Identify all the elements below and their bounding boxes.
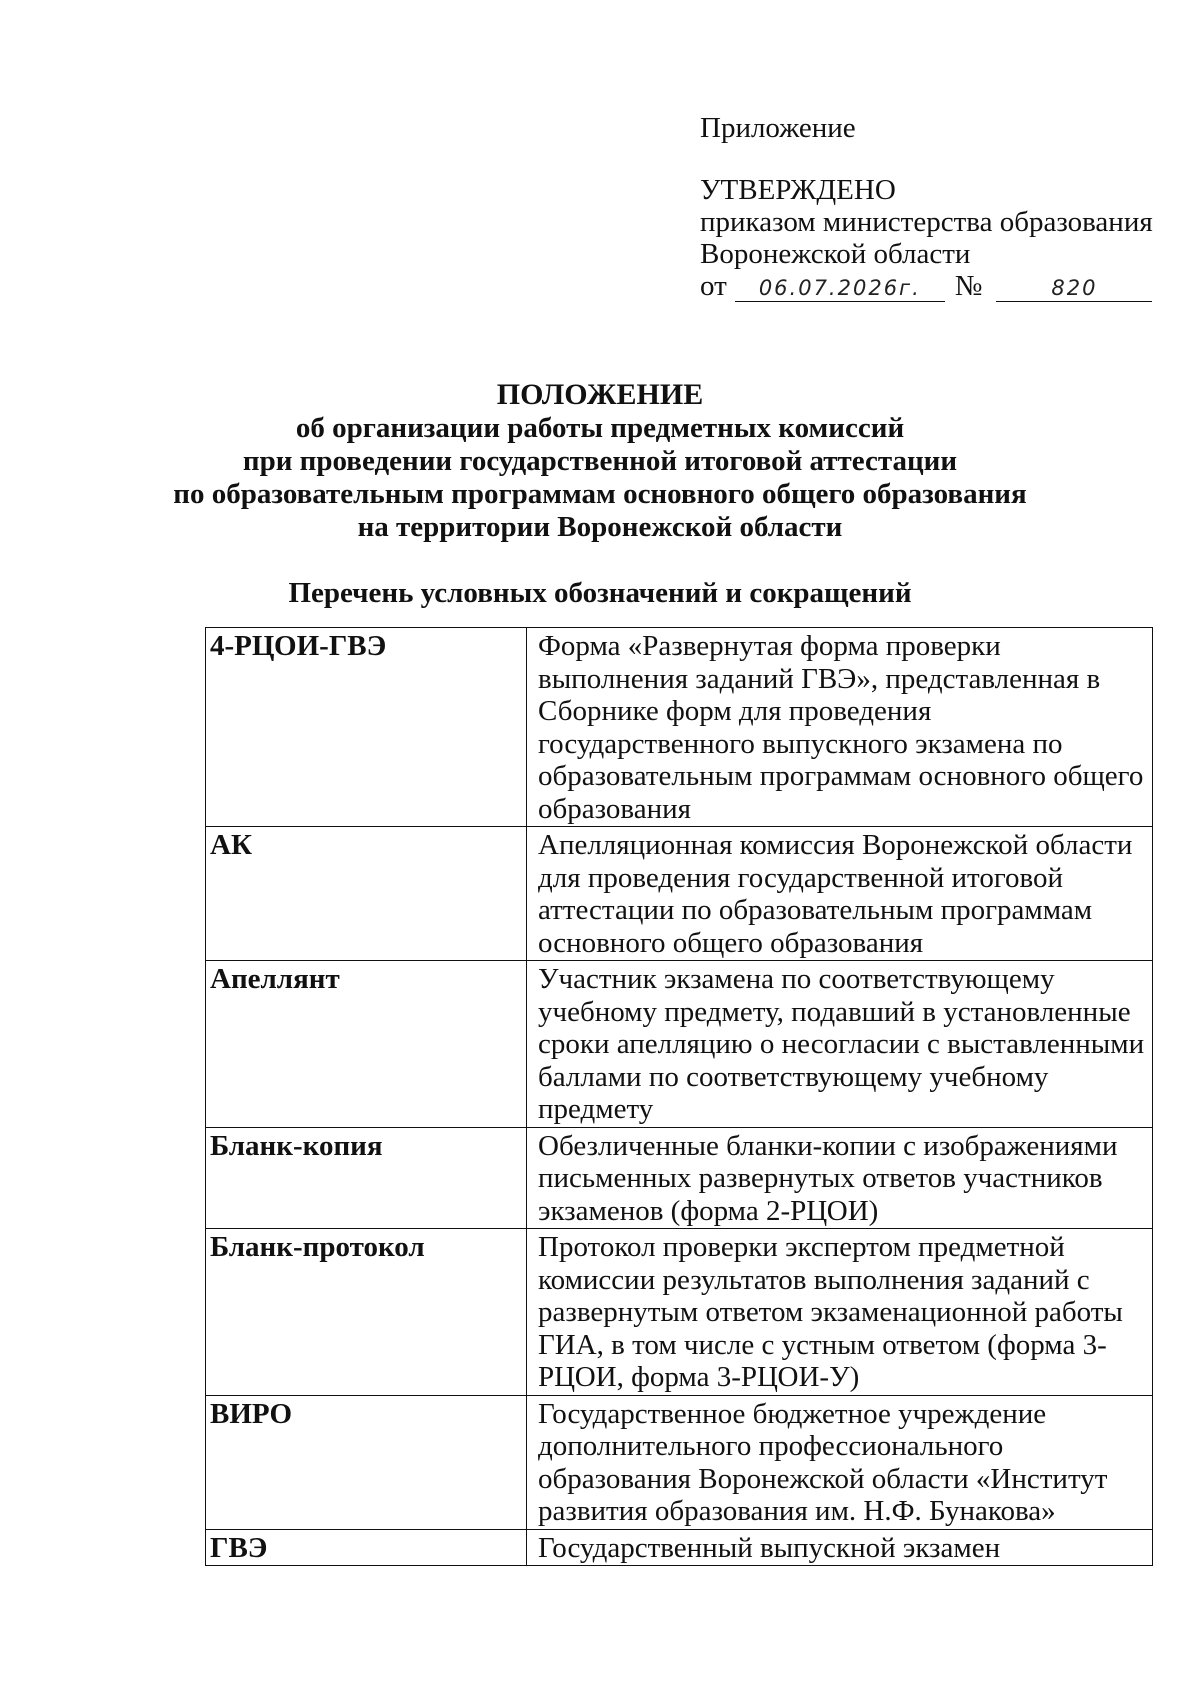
- abbreviation-definition: Государственный выпускной экзамен: [527, 1529, 1153, 1566]
- table-row: [206, 827, 1153, 961]
- abbreviation-definition: Государственное бюджетное учреждение дополнительного профессионального образования Воронежской области «Институт развития образования им. Н.Ф. Бунакова»: [527, 1395, 1153, 1529]
- abbreviation-definition: Протокол проверки экспертом предметной комиссии результатов выполнения заданий с развернутым ответом экзаменационной работы ГИА, в том числе с устным ответом (форма 3-РЦОИ, форма 3-РЦОИ-У): [527, 1229, 1153, 1396]
- from-label: от: [700, 270, 727, 302]
- abbreviation-term: Бланк-протокол: [206, 1229, 527, 1396]
- table-row: [206, 1395, 1153, 1529]
- order-date-number-line: [700, 270, 1153, 302]
- table-row: [206, 1529, 1153, 1566]
- approval-stamp-block: [700, 112, 1153, 302]
- approval-order-line2: Воронежской области: [700, 238, 971, 270]
- document-subtitle-line1: об организации работы предметных комиссий: [295, 412, 905, 444]
- abbreviation-term: ВИРО: [206, 1395, 527, 1529]
- number-sign-label: №: [954, 270, 983, 302]
- order-date-handwritten: 06.07.2026г.: [735, 275, 945, 302]
- document-title-block: [100, 378, 1100, 544]
- abbreviation-definition: Апелляционная комиссия Воронежской области для проведения государственной итоговой аттестации по образовательным программам основного общего образования: [527, 827, 1153, 961]
- appendix-label: Приложение: [700, 112, 856, 144]
- order-number-handwritten: 820: [996, 275, 1152, 302]
- approved-label: УТВЕРЖДЕНО: [700, 174, 896, 206]
- document-subtitle-line2: при проведении государственной итоговой аттестации: [242, 445, 958, 477]
- abbreviation-definition: Форма «Развернутая форма проверки выполнения заданий ГВЭ», представленная в Сборнике форм для проведения государственного выпускного экзамена по образовательным программам основного общего образования: [527, 628, 1153, 827]
- document-subtitle-line3: по образовательным программам основного общего образования: [173, 478, 1027, 510]
- table-row: [206, 1127, 1153, 1229]
- abbreviation-term: АК: [206, 827, 527, 961]
- table-row: [206, 961, 1153, 1128]
- document-title: ПОЛОЖЕНИЕ: [496, 378, 704, 411]
- abbreviation-definition: Участник экзамена по соответствующему учебному предмету, подавший в установленные сроки апелляцию о несогласии с выставленными баллами по соответствующему учебному предмету: [527, 961, 1153, 1128]
- table-row: [206, 628, 1153, 827]
- abbreviations-heading: Перечень условных обозначений и сокращений: [288, 577, 912, 609]
- abbreviation-term: Апеллянт: [206, 961, 527, 1128]
- approval-order-line1: приказом министерства образования: [700, 206, 1153, 238]
- abbreviation-term: Бланк-копия: [206, 1127, 527, 1229]
- abbreviations-table: [205, 627, 1153, 1566]
- abbreviation-term: 4-РЦОИ-ГВЭ: [206, 628, 527, 827]
- abbreviation-definition: Обезличенные бланки-копии с изображениями письменных развернутых ответов участников экзаменов (форма 2-РЦОИ): [527, 1127, 1153, 1229]
- abbreviation-term: ГВЭ: [206, 1529, 527, 1566]
- table-row: [206, 1229, 1153, 1396]
- document-subtitle-line4: на территории Воронежской области: [357, 511, 843, 543]
